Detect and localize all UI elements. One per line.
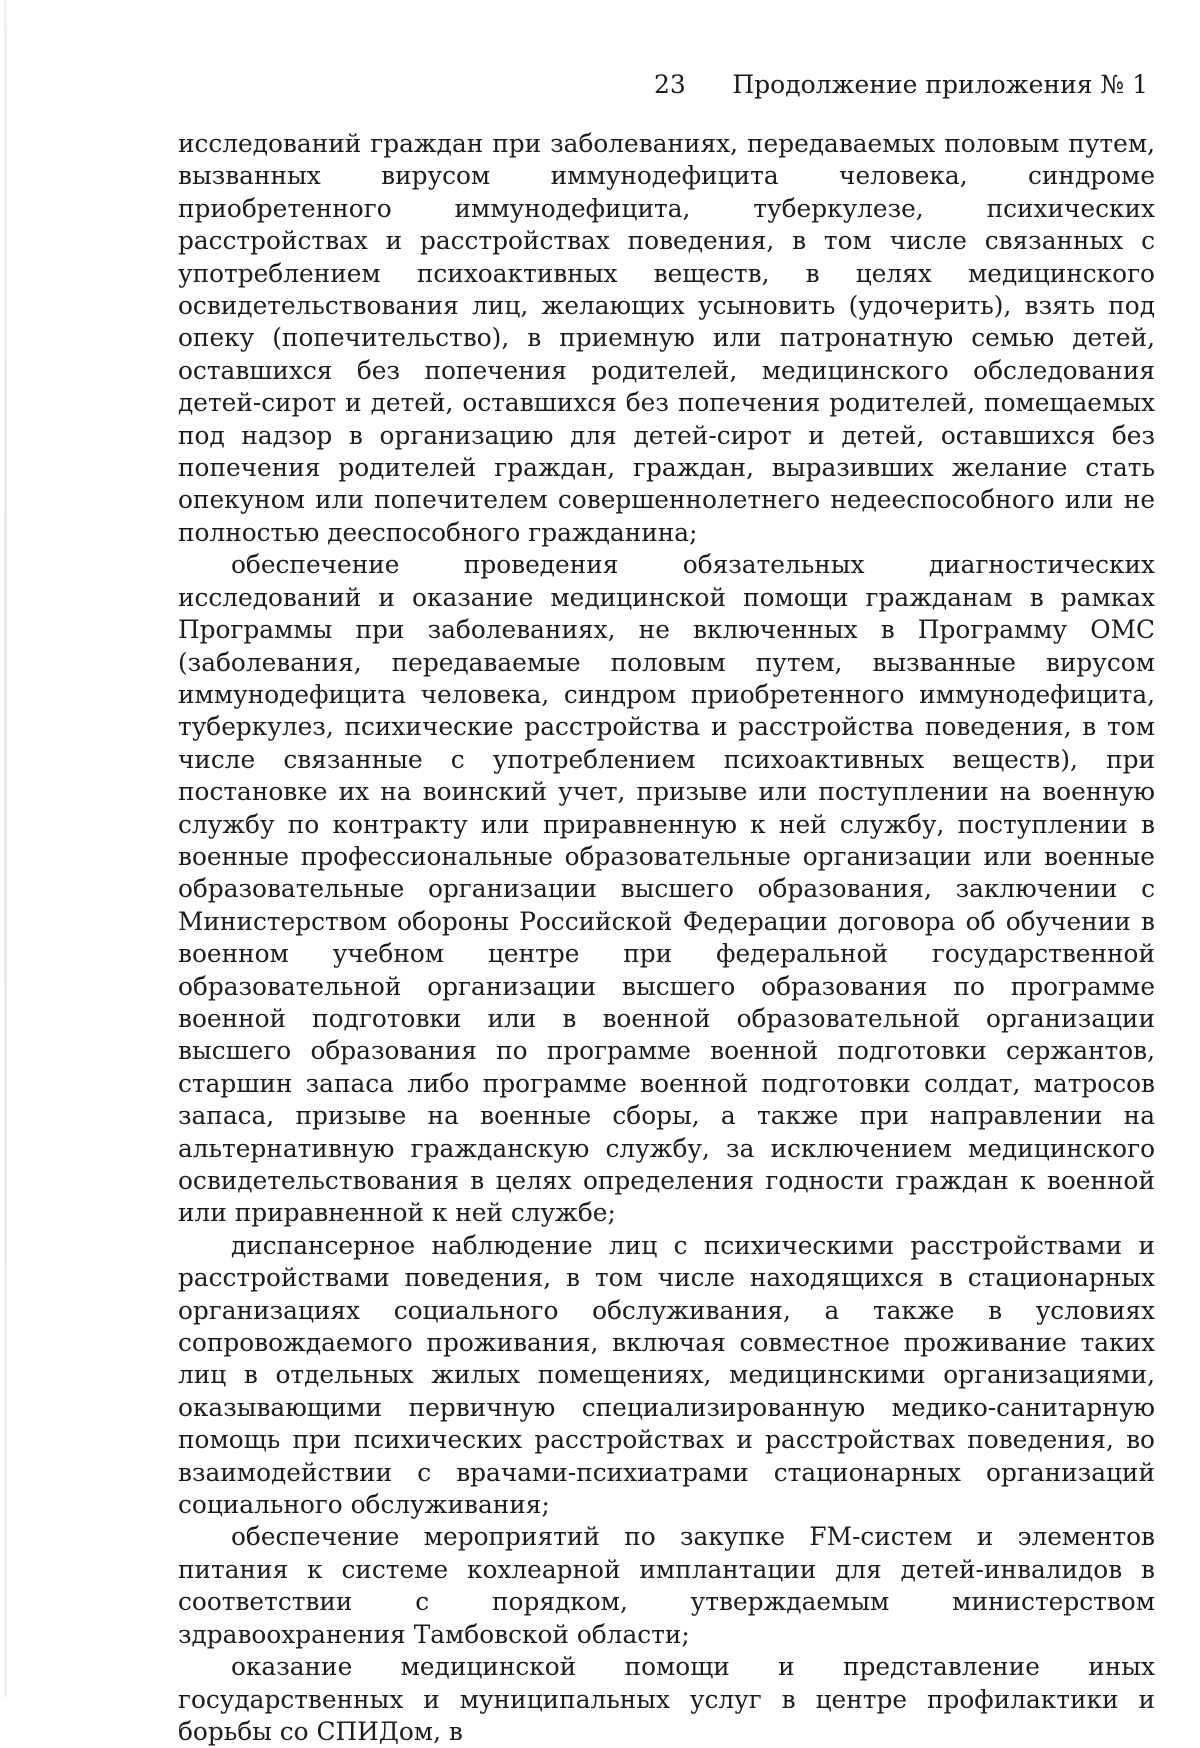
document-body (178, 128, 1155, 1748)
paragraph-continuation: исследований граждан при заболеваниях, передаваемых половым путем, вызванных вирусом иммунодефицита человека, синдроме приобретенного иммунодефицита, туберкулезе, психических расстройствах и расстройствах поведения, в том числе связанных с употреблением психоактивных веществ, в целях медицинского освидетельствования лиц, желающих усыновить (удочерить), взять под опеку (попечительство), в приемную или патронатную семью детей, оставшихся без попечения родителей, медицинского обследования детей-сирот и детей, оставшихся без попечения родителей, помещаемых под надзор в организацию для детей-сирот и детей, оставшихся без попечения родителей граждан, граждан, выразивших желание стать опекуном или попечителем совершеннолетнего недееспособного или не полностью дееспособного гражданина; (178, 129, 1155, 547)
page-header (0, 70, 1200, 110)
scan-edge-shadow (4, 0, 7, 1697)
paragraph-dispensary-observation: диспансерное наблюдение лиц с психическими расстройствами и расстройствами поведения, в том числе находящихся в стационарных организациях социального обслуживания, а также в условиях сопровождаемого проживания, включая совместное проживание таких лиц в отдельных жилых помещениях, медицинскими организациями, оказывающими первичную специализированную медико-санитарную помощь при психических расстройствах и расстройствах поведения, во взаимодействии с врачами-психиатрами стационарных организаций социального обслуживания; (178, 1230, 1155, 1520)
paragraph-fm-systems: обеспечение мероприятий по закупке FM-систем и элементов питания к системе кохлеарной имплантации для детей-инвалидов в соответствии с порядком, утверждаемым министерством здравоохранения Тамбовской области; (178, 1522, 1155, 1649)
appendix-continuation-note: Продолжение приложения № 1 (732, 70, 1148, 99)
page-number: 23 (654, 70, 686, 99)
paragraph-diagnostic-research: обеспечение проведения обязательных диагностических исследований и оказание медицинской помощи гражданам в рамках Программы при заболеваниях, не включенных в Программу ОМС (заболевания, передаваемые половым путем, вызванные вирусом иммунодефицита человека, синдром приобретенного иммунодефицита, туберкулез, психические расстройства и расстройства поведения, в том числе связанные с употреблением психоактивных веществ), при постановке их на воинский учет, призыве или поступлении на военную службу по контракту или приравненную к ней службу, поступлении в военные профессиональные образовательные организации или военные образовательные организации высшего образования, заключении с Министерством обороны Российской Федерации договора об обучении в военном учебном центре при федеральной государственной образовательной организации высшего образования по программе военной подготовки или в военной образовательной организации высшего образования по программе военной подготовки сержантов, старшин запаса либо программе военной подготовки солдат, матросов запаса, призыве на военные сборы, а также при направлении на альтернативную гражданскую службу, за исключением медицинского освидетельствования в целях определения годности граждан к военной или приравненной к ней службе; (178, 550, 1155, 1228)
paragraph-aids-center: оказание медицинской помощи и представление иных государственных и муниципальных услуг в центре профилактики и борьбы со СПИДом, в (178, 1652, 1155, 1746)
